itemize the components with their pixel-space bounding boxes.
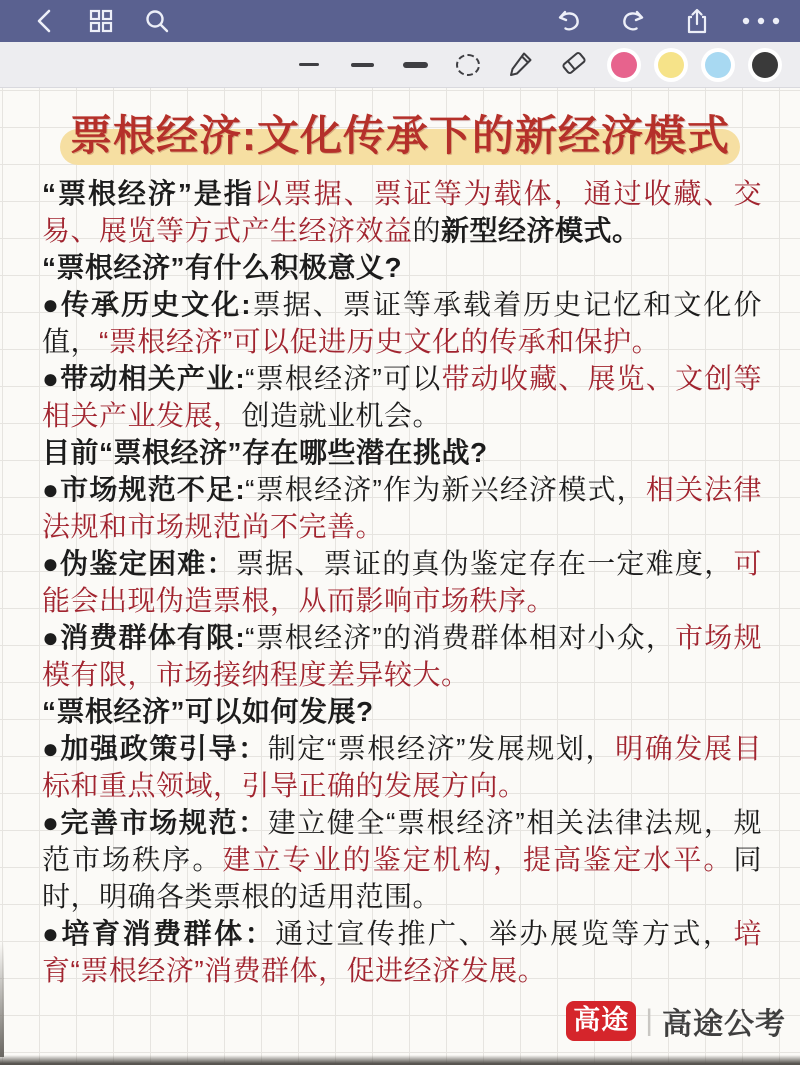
stroke-thin-icon	[299, 63, 319, 66]
text-segment: “票根经济”的消费群体相对小众，	[245, 621, 676, 653]
gaotu-logo-badge: 高途	[566, 1001, 636, 1041]
search-button[interactable]	[140, 4, 174, 38]
text-segment: ●培育消费群体：	[42, 917, 276, 949]
note-page	[0, 88, 800, 1065]
text-segment: 同时，明确各类票根的适用范围。	[42, 843, 762, 912]
note-paragraph	[42, 249, 762, 286]
text-segment: 目前“票根经济”存在哪些潜在挑战?	[42, 436, 488, 468]
note-paragraph	[42, 286, 762, 360]
note-paragraph	[42, 175, 762, 249]
pen-color-swatches	[611, 52, 778, 78]
lasso-tool-button[interactable]	[452, 49, 484, 81]
note-paragraph	[42, 804, 762, 915]
pen-toolbar	[0, 42, 800, 88]
note-paragraph	[42, 693, 762, 730]
note-body	[0, 163, 800, 989]
stroke-thick-button[interactable]	[399, 49, 431, 81]
text-segment: 的	[412, 214, 442, 246]
text-segment: 相关法律法规和市场规范尚不完善。	[42, 473, 762, 542]
text-segment: ●带动相关产业:	[42, 362, 246, 394]
thumbnails-button[interactable]	[84, 4, 118, 38]
text-segment: ●传承历史文化:	[42, 288, 252, 320]
text-segment: 创造就业机会。	[241, 399, 442, 431]
pen-color-pink[interactable]	[611, 52, 637, 78]
thumbnails-grid-icon	[88, 8, 114, 34]
brand-name: 高途公考	[662, 1008, 786, 1041]
note-title-row	[0, 110, 800, 163]
eraser-tool-button[interactable]	[558, 49, 590, 81]
text-segment: ●市场规范不足:	[42, 473, 246, 505]
more-button[interactable]	[744, 4, 778, 38]
note-paragraph	[42, 915, 762, 989]
text-segment: “票根经济”可以	[245, 362, 442, 394]
brand-footer	[566, 999, 786, 1043]
text-segment: 建立专业的鉴定机构，提高鉴定水平。	[222, 843, 734, 875]
pencil-tool-button[interactable]	[505, 49, 537, 81]
photo-bottom-edge	[0, 1055, 800, 1065]
pen-color-blue[interactable]	[705, 52, 731, 78]
search-icon	[144, 8, 170, 34]
text-segment: 可能会出现伪造票根，从而影响市场秩序。	[42, 547, 762, 616]
undo-icon	[555, 8, 583, 34]
text-segment: 带动收藏、展览、文创等相关产业发展，	[42, 362, 762, 431]
stroke-medium-button[interactable]	[346, 49, 378, 81]
stroke-thin-button[interactable]	[293, 49, 325, 81]
share-icon	[684, 7, 710, 35]
text-segment: “票根经济”可以如何发展?	[42, 695, 374, 727]
undo-button[interactable]	[552, 4, 586, 38]
text-segment: ●加强政策引导：	[42, 732, 268, 764]
note-paragraph	[42, 471, 762, 545]
text-segment: 培育“票根经济”消费群体，促进经济发展。	[42, 917, 762, 986]
text-segment: 建立健全“票根经济”相关法律法规，规范市场秩序。	[42, 806, 763, 875]
pencil-icon	[507, 49, 535, 80]
text-segment: ●消费群体有限:	[42, 621, 246, 653]
top-toolbar	[0, 0, 800, 42]
note-paragraph	[42, 730, 762, 804]
eraser-icon	[560, 49, 588, 80]
logo-separator: |	[645, 1004, 653, 1037]
text-segment: 新型经济模式。	[441, 214, 641, 246]
pen-color-black[interactable]	[752, 52, 778, 78]
text-segment: ●完善市场规范：	[42, 806, 268, 838]
back-icon	[33, 8, 57, 34]
pen-color-yellow[interactable]	[658, 52, 684, 78]
text-segment: 票据、票证的真伪鉴定存在一定难度，	[235, 547, 734, 579]
note-paragraph	[42, 434, 762, 471]
toolbar-right-group	[552, 4, 778, 38]
lasso-icon	[456, 54, 480, 76]
stroke-medium-icon	[351, 63, 374, 67]
text-segment: “票根经济”有什么积极意义?	[42, 251, 403, 283]
text-segment: 票据、票证等承载着历史记忆和文化价值，	[42, 288, 762, 357]
page-title: 票根经济:文化传承下的新经济模式	[70, 112, 730, 159]
stroke-thick-icon	[403, 62, 428, 68]
text-segment: 制定“票根经济”发展规划，	[267, 732, 616, 764]
back-button[interactable]	[28, 4, 62, 38]
redo-button[interactable]	[616, 4, 650, 38]
note-paragraph	[42, 360, 762, 434]
text-segment: 通过宣传推广、举办展览等方式，	[275, 917, 734, 949]
note-paragraph	[42, 619, 762, 693]
text-segment: ●伪鉴定困难：	[42, 547, 236, 579]
text-segment: 明确发展目标和重点领域，引导正确的发展方向。	[42, 732, 762, 801]
text-segment: “票根经济”是指	[42, 177, 254, 209]
text-segment: 市场规模有限，市场接纳程度差异较大。	[42, 621, 762, 690]
more-ellipsis-icon	[741, 16, 781, 26]
text-segment: “票根经济”可以促进历史文化的传承和保护。	[99, 325, 661, 357]
text-segment: 以票据、票证等为载体，通过收藏、交易、展览等方式产生经济效益	[42, 177, 762, 246]
photo-left-edge	[0, 942, 4, 1057]
share-button[interactable]	[680, 4, 714, 38]
redo-icon	[619, 8, 647, 34]
text-segment: “票根经济”作为新兴经济模式，	[245, 473, 646, 505]
note-paragraph	[42, 545, 762, 619]
toolbar-left-group	[28, 4, 174, 38]
